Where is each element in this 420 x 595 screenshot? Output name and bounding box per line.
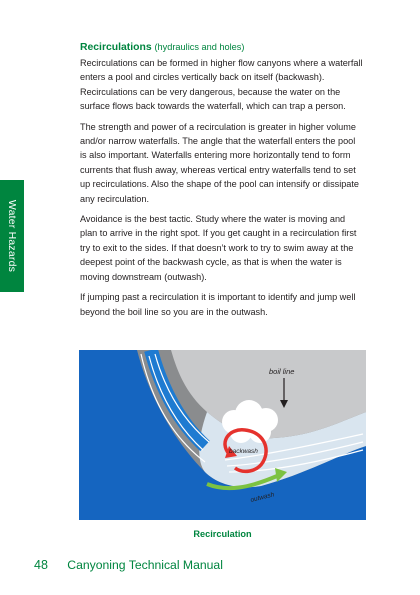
recirculation-illustration — [79, 350, 366, 520]
main-content — [80, 40, 364, 325]
outwash-label: outwash — [249, 491, 275, 504]
section-subtitle: (hydraulics and holes) — [154, 42, 245, 52]
backwash-label: backwash — [229, 448, 258, 455]
side-tab-label: Water Hazards — [6, 199, 19, 273]
page-number: 48 — [34, 558, 48, 572]
section-title: Recirculations — [80, 42, 152, 53]
side-tab — [0, 180, 24, 292]
book-title: Canyoning Technical Manual — [67, 558, 223, 572]
paragraph: Recirculations can be formed in higher flow canyons where a waterfall enters a pool and circles vertically back on itself (backwash). Recirculations can be very dangerous, because the water on the surface flows back towards the waterfall, which can trap a person. — [80, 58, 363, 112]
recirculation-figure — [79, 350, 366, 520]
figure-caption: Recirculation — [193, 529, 252, 539]
page-footer — [34, 558, 223, 572]
boil-line-label: boil line — [269, 367, 295, 376]
paragraph: If jumping past a recirculation it is important to identify and jump well beyond the boil line so you are in the outwash. — [80, 292, 356, 317]
paragraph: The strength and power of a recirculation is greater in higher volume and/or narrow waterfalls. The angle that the waterfall enters the pool is also important. Waterfalls entering more horizontally tend to form currents that flush away, whereas vertical entry waterfalls tend to set up recirculations. Also the shape of the pool can intensify or dissipate any recirculation. — [80, 121, 359, 204]
paragraph: Avoidance is the best tactic. Study where the water is moving and plan to arrive in the right spot. If you get caught in a recirculation first try to exit to the sides. If that doesn’t work to try to swim away at the deepest point of the backwash cycle, as that is when the water is moving downstream (outwash). — [80, 214, 357, 282]
section-heading — [80, 40, 364, 55]
